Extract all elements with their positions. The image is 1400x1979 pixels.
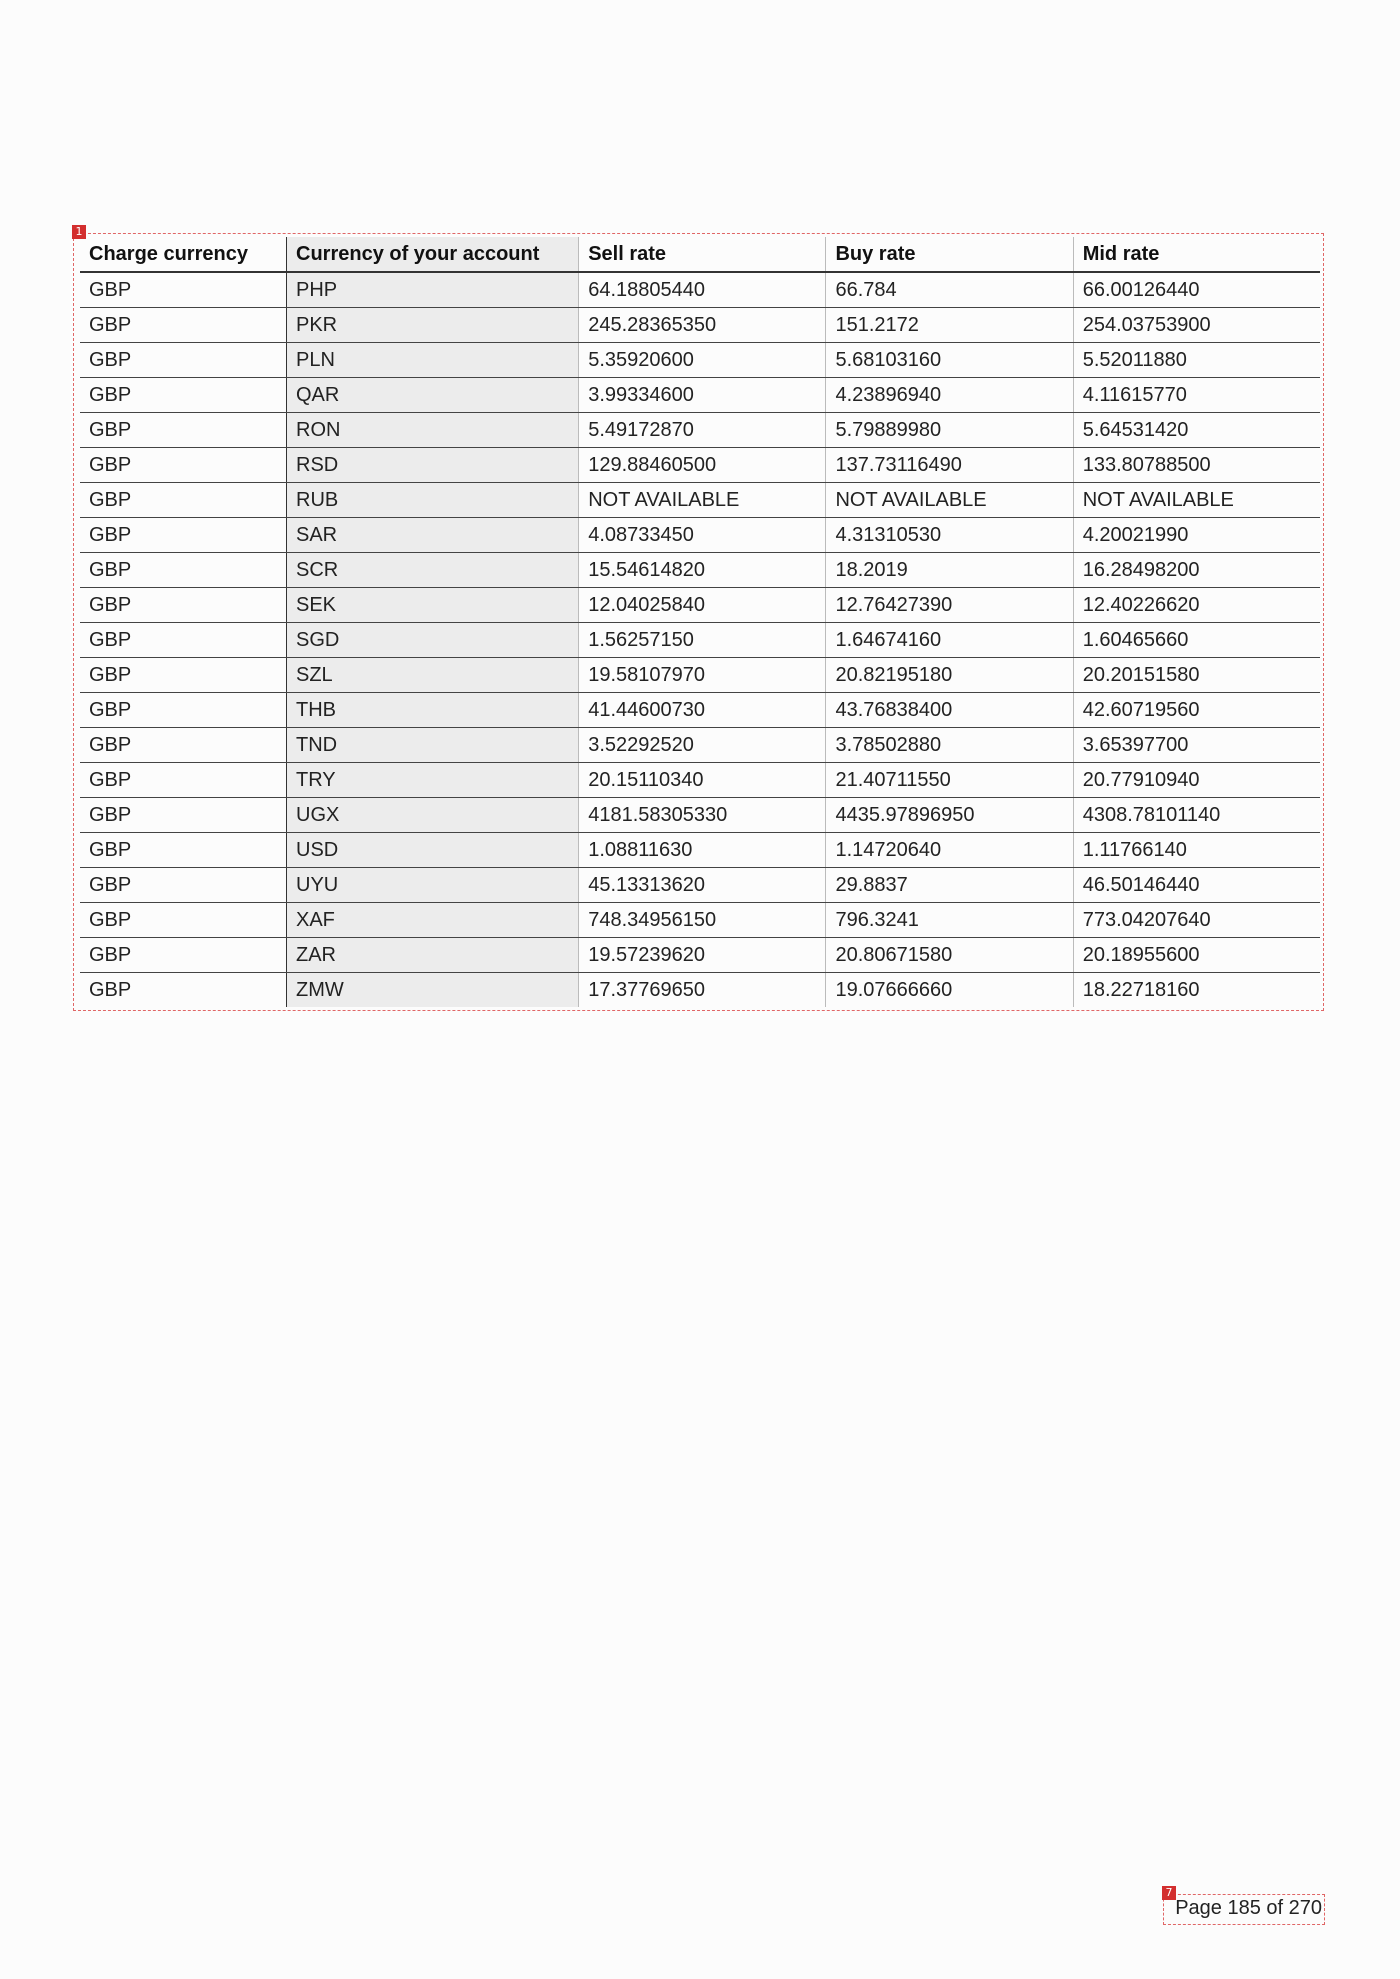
table-row xyxy=(80,903,1320,938)
cell-mid-rate: 5.52011880 xyxy=(1073,343,1320,378)
cell-sell-rate: 245.28365350 xyxy=(579,308,826,343)
cell-charge-currency: GBP xyxy=(80,623,287,658)
cell-charge-currency: GBP xyxy=(80,413,287,448)
cell-account-currency: QAR xyxy=(287,378,579,413)
table-row xyxy=(80,728,1320,763)
cell-account-currency: SZL xyxy=(287,658,579,693)
cell-buy-rate: 4.31310530 xyxy=(826,518,1073,553)
cell-account-currency: SEK xyxy=(287,588,579,623)
table-row xyxy=(80,483,1320,518)
cell-charge-currency: GBP xyxy=(80,833,287,868)
cell-sell-rate: 15.54614820 xyxy=(579,553,826,588)
cell-buy-rate: 43.76838400 xyxy=(826,693,1073,728)
cell-mid-rate: 20.18955600 xyxy=(1073,938,1320,973)
cell-mid-rate: NOT AVAILABLE xyxy=(1073,483,1320,518)
cell-buy-rate: 20.80671580 xyxy=(826,938,1073,973)
table-row xyxy=(80,623,1320,658)
table-row xyxy=(80,798,1320,833)
cell-sell-rate: 1.08811630 xyxy=(579,833,826,868)
table-row xyxy=(80,553,1320,588)
cell-buy-rate: 4435.97896950 xyxy=(826,798,1073,833)
exchange-rate-table xyxy=(80,237,1320,1007)
cell-mid-rate: 66.00126440 xyxy=(1073,272,1320,308)
table-row xyxy=(80,518,1320,553)
region-tag-footer: 7 xyxy=(1162,1886,1176,1900)
cell-buy-rate: 19.07666660 xyxy=(826,973,1073,1008)
cell-charge-currency: GBP xyxy=(80,553,287,588)
cell-account-currency: SGD xyxy=(287,623,579,658)
header-charge-currency: Charge currency xyxy=(80,237,287,272)
cell-buy-rate: 3.78502880 xyxy=(826,728,1073,763)
cell-mid-rate: 5.64531420 xyxy=(1073,413,1320,448)
table-row xyxy=(80,763,1320,798)
cell-charge-currency: GBP xyxy=(80,343,287,378)
table-row xyxy=(80,413,1320,448)
cell-charge-currency: GBP xyxy=(80,588,287,623)
table-row xyxy=(80,272,1320,308)
cell-buy-rate: 5.79889980 xyxy=(826,413,1073,448)
table-row xyxy=(80,868,1320,903)
cell-charge-currency: GBP xyxy=(80,693,287,728)
cell-buy-rate: 5.68103160 xyxy=(826,343,1073,378)
cell-buy-rate: 66.784 xyxy=(826,272,1073,308)
cell-account-currency: USD xyxy=(287,833,579,868)
cell-sell-rate: 64.18805440 xyxy=(579,272,826,308)
cell-account-currency: TRY xyxy=(287,763,579,798)
cell-mid-rate: 4.11615770 xyxy=(1073,378,1320,413)
cell-charge-currency: GBP xyxy=(80,448,287,483)
cell-buy-rate: 20.82195180 xyxy=(826,658,1073,693)
cell-sell-rate: 5.49172870 xyxy=(579,413,826,448)
cell-buy-rate: 151.2172 xyxy=(826,308,1073,343)
cell-sell-rate: 41.44600730 xyxy=(579,693,826,728)
table-row xyxy=(80,973,1320,1008)
cell-sell-rate: 129.88460500 xyxy=(579,448,826,483)
cell-mid-rate: 254.03753900 xyxy=(1073,308,1320,343)
cell-sell-rate: 3.99334600 xyxy=(579,378,826,413)
table-row xyxy=(80,693,1320,728)
cell-charge-currency: GBP xyxy=(80,868,287,903)
cell-buy-rate: 12.76427390 xyxy=(826,588,1073,623)
table-row xyxy=(80,448,1320,483)
cell-sell-rate: 19.58107970 xyxy=(579,658,826,693)
cell-charge-currency: GBP xyxy=(80,763,287,798)
cell-account-currency: SCR xyxy=(287,553,579,588)
table-row xyxy=(80,938,1320,973)
cell-account-currency: ZAR xyxy=(287,938,579,973)
cell-account-currency: SAR xyxy=(287,518,579,553)
header-sell-rate: Sell rate xyxy=(579,237,826,272)
cell-account-currency: XAF xyxy=(287,903,579,938)
table-row xyxy=(80,658,1320,693)
cell-mid-rate: 46.50146440 xyxy=(1073,868,1320,903)
cell-charge-currency: GBP xyxy=(80,518,287,553)
cell-sell-rate: 45.13313620 xyxy=(579,868,826,903)
cell-charge-currency: GBP xyxy=(80,938,287,973)
cell-charge-currency: GBP xyxy=(89,978,132,1001)
page-number: Page 185 of 270 xyxy=(1175,1897,1322,1919)
cell-buy-rate: 18.2019 xyxy=(826,553,1073,588)
region-tag-table: 1 xyxy=(72,225,86,239)
table-region xyxy=(73,225,1324,1011)
cell-sell-rate: 4181.58305330 xyxy=(579,798,826,833)
cell-buy-rate: 137.73116490 xyxy=(826,448,1073,483)
cell-buy-rate: 21.40711550 xyxy=(826,763,1073,798)
cell-account-currency: PLN xyxy=(287,343,579,378)
cell-mid-rate: 16.28498200 xyxy=(1073,553,1320,588)
cell-sell-rate: 5.35920600 xyxy=(579,343,826,378)
cell-mid-rate: 133.80788500 xyxy=(1073,448,1320,483)
cell-mid-rate: 4.20021990 xyxy=(1073,518,1320,553)
table-header-row xyxy=(80,237,1320,272)
cell-buy-rate: 29.8837 xyxy=(826,868,1073,903)
cell-charge-currency: GBP xyxy=(80,658,287,693)
table-row xyxy=(80,833,1320,868)
footer-region xyxy=(1163,1886,1325,1925)
cell-account-currency: PHP xyxy=(287,272,579,308)
cell-sell-rate: 12.04025840 xyxy=(579,588,826,623)
table-row xyxy=(80,308,1320,343)
cell-sell-rate: 1.56257150 xyxy=(579,623,826,658)
cell-sell-rate: 4.08733450 xyxy=(579,518,826,553)
cell-account-currency: UGX xyxy=(287,798,579,833)
cell-buy-rate: 796.3241 xyxy=(826,903,1073,938)
cell-charge-currency: GBP xyxy=(80,903,287,938)
cell-mid-rate: 3.65397700 xyxy=(1073,728,1320,763)
cell-account-currency: ZMW xyxy=(287,973,579,1008)
table-row xyxy=(80,588,1320,623)
cell-sell-rate: 20.15110340 xyxy=(579,763,826,798)
table-row xyxy=(80,343,1320,378)
cell-mid-rate: 42.60719560 xyxy=(1073,693,1320,728)
cell-mid-rate: 4308.78101140 xyxy=(1073,798,1320,833)
cell-buy-rate: 1.14720640 xyxy=(826,833,1073,868)
cell-buy-rate: 4.23896940 xyxy=(826,378,1073,413)
header-mid-rate: Mid rate xyxy=(1073,237,1320,272)
cell-account-currency: THB xyxy=(287,693,579,728)
cell-account-currency: PKR xyxy=(287,308,579,343)
cell-account-currency: RUB xyxy=(287,483,579,518)
header-buy-rate: Buy rate xyxy=(826,237,1073,272)
cell-account-currency: UYU xyxy=(287,868,579,903)
cell-charge-currency: GBP xyxy=(80,378,287,413)
cell-account-currency: TND xyxy=(287,728,579,763)
cell-mid-rate: 773.04207640 xyxy=(1073,903,1320,938)
cell-mid-rate: 18.22718160 xyxy=(1073,973,1320,1008)
cell-sell-rate: 19.57239620 xyxy=(579,938,826,973)
cell-charge-currency: GBP xyxy=(80,272,287,308)
cell-charge-currency: GBP xyxy=(80,308,287,343)
cell-charge-currency: GBP xyxy=(80,483,287,518)
cell-buy-rate: 1.64674160 xyxy=(826,623,1073,658)
cell-mid-rate: 20.20151580 xyxy=(1073,658,1320,693)
cell-sell-rate: NOT AVAILABLE xyxy=(579,483,826,518)
cell-account-currency: RSD xyxy=(287,448,579,483)
cell-charge-currency: GBP xyxy=(80,798,287,833)
cell-sell-rate: 748.34956150 xyxy=(579,903,826,938)
cell-mid-rate: 1.60465660 xyxy=(1073,623,1320,658)
cell-mid-rate: 1.11766140 xyxy=(1073,833,1320,868)
cell-sell-rate: 17.37769650 xyxy=(579,973,826,1008)
cell-buy-rate: NOT AVAILABLE xyxy=(826,483,1073,518)
cell-mid-rate: 20.77910940 xyxy=(1073,763,1320,798)
cell-charge-currency: GBP xyxy=(80,728,287,763)
header-account-currency: Currency of your account xyxy=(287,237,579,272)
table-body xyxy=(80,272,1320,1007)
cell-sell-rate: 3.52292520 xyxy=(579,728,826,763)
table-row xyxy=(80,378,1320,413)
cell-mid-rate: 12.40226620 xyxy=(1073,588,1320,623)
cell-account-currency: RON xyxy=(287,413,579,448)
